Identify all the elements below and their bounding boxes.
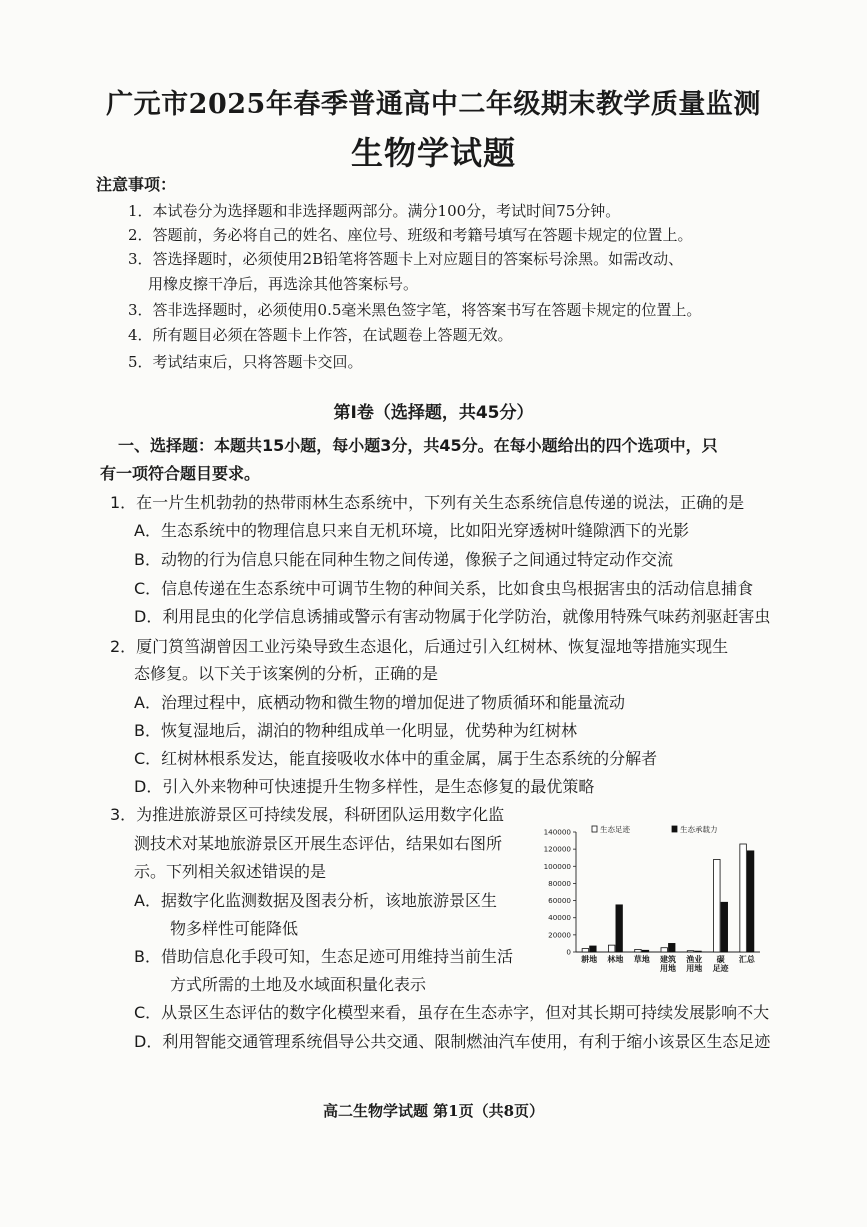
bar-capacity [642, 950, 649, 952]
y-tick-label: 120000 [543, 844, 571, 854]
y-tick-label: 0 [566, 947, 571, 957]
question-3-option-b: 方式所需的土地及水域面积量化表示 [170, 975, 427, 994]
x-tick-label: 足迹 [712, 964, 729, 972]
question-3-option-d: D．利用智能交通管理系统倡导公共交通、限制燃油汽车使用，有利于缩小该景区生态足迹 [134, 1032, 771, 1051]
x-tick-label: 用地 [660, 964, 676, 972]
bar-footprint [582, 949, 589, 952]
part-instructions: 一、选择题：本题共15小题，每小题3分，共45分。在每小题给出的四个选项中，只 [118, 436, 718, 455]
notice-item: 3．答非选择题时，必须使用0.5毫米黑色签字笔，将答案书写在答题卡规定的位置上。 [128, 301, 702, 319]
notice-item: 5．考试结束后，只将答题卡交回。 [128, 353, 363, 371]
notice-item: 3．答选择题时，必须使用2B铅笔将答题卡上对应题目的答案标号涂黑。如需改动、 [128, 250, 684, 268]
bar-capacity [695, 951, 702, 952]
exam-title: 广元市2025年春季普通高中二年级期末教学质量监测 [106, 89, 761, 120]
bar-capacity [669, 943, 676, 952]
question-3-stem: 示。下列相关叙述错误的是 [134, 862, 327, 881]
x-tick-label: 渔业 [686, 955, 703, 964]
x-tick-label: 汇总 [738, 955, 755, 964]
question-1-option-b: B．动物的行为信息只能在同种生物之间传递，像猴子之间通过特定动作交流 [134, 550, 673, 569]
bar-footprint [635, 949, 642, 952]
x-tick-label: 草地 [633, 955, 650, 964]
legend-label-capacity: 生态承载力 [680, 825, 718, 834]
x-tick-label: 耕地 [581, 955, 598, 964]
question-1-option-c: C．信息传递在生态系统中可调节生物的种间关系，比如食虫鸟根据害虫的活动信息捕食 [134, 579, 754, 598]
part-instructions: 有一项符合题目要求。 [100, 464, 261, 483]
x-tick-label: 碳 [716, 955, 725, 964]
ecological-footprint-chart [532, 822, 764, 972]
question-3-option-c: C．从景区生态评估的数字化模型来看，虽存在生态赤字，但对其长期可持续发展影响不大 [134, 1003, 770, 1022]
question-2-stem: 2．厦门筼筜湖曾因工业污染导致生态退化，后通过引入红树林、恢复湿地等措施实现生 [110, 637, 729, 656]
page-footer: 高二生物学试题 第1页（共8页） [322, 1102, 545, 1120]
bar-capacity [616, 905, 623, 952]
bar-footprint [608, 945, 615, 952]
question-3-option-b: B．借助信息化手段可知，生态足迹可用维持当前生活 [134, 947, 513, 966]
legend-label-footprint: 生态足迹 [600, 825, 630, 834]
y-tick-label: 40000 [548, 913, 571, 923]
notice-item: 4．所有题目必须在答题卡上作答，在试题卷上答题无效。 [128, 326, 513, 344]
question-2-option-d: D．引入外来物种可快速提升生物多样性，是生态修复的最优策略 [134, 777, 595, 796]
question-1-stem: 1．在一片生机勃勃的热带雨林生态系统中，下列有关生态系统信息传递的说法，正确的是 [110, 493, 745, 512]
question-2-option-b: B．恢复湿地后，湖泊的物种组成单一化明显，优势种为红树林 [134, 721, 577, 740]
question-3-option-a: A．据数字化监测数据及图表分析，该地旅游景区生 [134, 891, 497, 910]
question-1-option-d: D．利用昆虫的化学信息诱捕或警示有害动物属于化学防治，就像用特殊气味药剂驱赶害虫 [134, 607, 771, 626]
notice-item: 2．答题前，务必将自己的姓名、座位号、班级和考籍号填写在答题卡规定的位置上。 [128, 226, 693, 244]
question-3-option-a: 物多样性可能降低 [170, 919, 299, 938]
question-2-stem: 态修复。以下关于该案例的分析，正确的是 [134, 664, 439, 683]
question-3-stem: 3．为推进旅游景区可持续发展，科研团队运用数字化监 [110, 805, 505, 824]
subject-title: 生物学试题 [350, 134, 516, 172]
bar-footprint [661, 948, 668, 952]
y-tick-label: 80000 [548, 878, 571, 888]
x-tick-label: 用地 [686, 964, 703, 972]
question-2-option-c: C．红树林根系发达，能直接吸收水体中的重金属，属于生态系统的分解者 [134, 749, 658, 768]
x-tick-label: 林地 [607, 955, 624, 964]
bar-footprint [687, 951, 694, 952]
question-2-option-a: A．治理过程中，底栖动物和微生物的增加促进了物质循环和能量流动 [134, 693, 625, 712]
bar-capacity [721, 902, 728, 952]
y-tick-label: 100000 [543, 861, 571, 871]
legend-swatch-footprint [592, 826, 597, 832]
x-tick-label: 建筑 [660, 955, 676, 964]
bar-footprint [740, 844, 747, 952]
section-title: 第Ⅰ卷（选择题，共45分） [333, 403, 534, 423]
question-3-stem: 测技术对某地旅游景区开展生态评估，结果如右图所 [134, 834, 503, 853]
bar-capacity [747, 851, 754, 952]
question-1-option-a: A．生态系统中的物理信息只来自无机环境，比如阳光穿透树叶缝隙洒下的光影 [134, 521, 689, 540]
bar-footprint [714, 859, 721, 952]
notice-item: 1．本试卷分为选择题和非选择题两部分。满分100分，考试时间75分钟。 [128, 202, 621, 220]
y-tick-label: 20000 [548, 930, 571, 940]
notice-heading: 注意事项： [96, 175, 177, 194]
y-tick-label: 60000 [548, 896, 571, 906]
notice-item: 用橡皮擦干净后，再选涂其他答案标号。 [148, 275, 419, 293]
y-tick-label: 140000 [543, 827, 571, 837]
bar-capacity [590, 946, 596, 952]
legend-swatch-capacity [672, 826, 677, 832]
